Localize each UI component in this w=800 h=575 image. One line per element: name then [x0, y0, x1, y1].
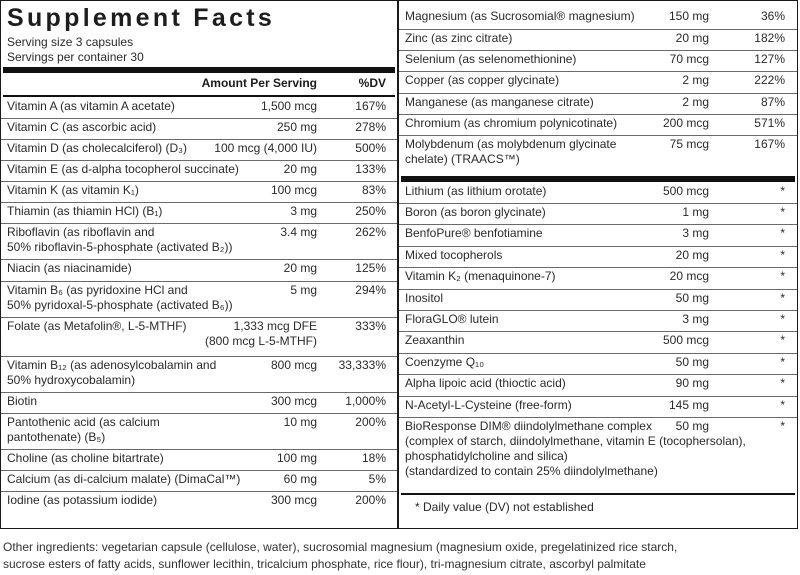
nutrient-row [399, 203, 797, 225]
nutrient-amount-line: 200 mcg [662, 116, 709, 130]
nutrient-name-line: Chromium (as chromium polynicotinate) [405, 116, 618, 130]
nutrient-dv: * [780, 184, 785, 198]
dv-column-header: %DV [358, 76, 386, 90]
nutrient-name-line: BioResponse DIM® diindolylmethane complex [405, 419, 652, 433]
nutrient-dv: 83% [361, 183, 386, 197]
nutrient-dv: * [780, 355, 785, 369]
nutrient-name [405, 355, 484, 370]
nutrient-name-line: Vitamin K₂ (menaquinone-7) [405, 269, 556, 283]
nutrient-amount-line: 20 mg [283, 261, 317, 275]
nutrient-name [405, 184, 546, 199]
nutrient-amount-line: 150 mg [668, 9, 709, 23]
nutrient-name-line: BenfoPure® benfotiamine [405, 226, 543, 240]
nutrient-amount [271, 183, 317, 198]
nutrient-dv: 1,000% [345, 394, 386, 408]
nutrient-amount-line: 20 mg [675, 248, 709, 262]
nutrient-name-line: (standardized to contain 25% diindolylmethane) [405, 464, 658, 478]
nutrient-amount-line: 250 mg [276, 120, 317, 134]
nutrient-amount [676, 376, 709, 391]
nutrient-amount [284, 261, 317, 276]
nutrient-name [405, 333, 464, 348]
nutrient-name-line: 50% hydroxycobalamin) [7, 373, 136, 387]
nutrient-name [7, 472, 240, 487]
nutrient-name [7, 394, 37, 409]
nutrient-dv: 167% [754, 137, 785, 151]
nutrient-amount-line: 10 mg [283, 415, 317, 429]
nutrient-name-line: Vitamin E (as d-alpha tocopherol succinate) [7, 162, 239, 176]
left-facts-panel [0, 0, 398, 529]
nutrient-dv: 125% [355, 261, 386, 275]
nutrient-dv: 133% [355, 162, 386, 176]
nutrient-row [399, 310, 797, 332]
nutrient-amount [284, 415, 317, 430]
nutrient-row [399, 182, 797, 204]
nutrient-amount-line: 2 mg [682, 73, 709, 87]
nutrient-dv: 33,333% [338, 358, 386, 372]
nutrient-name [405, 137, 616, 167]
nutrient-name-line: Vitamin D (as cholecalciferol) (D₃) [7, 141, 188, 155]
nutrient-dv: * [780, 248, 785, 262]
nutrient-dv: * [780, 226, 785, 240]
nutrient-row [399, 353, 797, 375]
nutrient-name [7, 183, 139, 198]
nutrient-amount [284, 162, 317, 177]
nutrient-name-line: Vitamin B₆ (as pyridoxine HCl and [7, 283, 188, 297]
nutrient-row [399, 135, 797, 172]
nutrient-name [7, 162, 239, 177]
nutrient-row [1, 97, 397, 119]
nutrient-amount-line: 145 mg [668, 398, 709, 412]
nutrient-amount-line: 75 mcg [669, 137, 709, 151]
nutrient-amount [682, 73, 709, 88]
nutrient-amount-line: 5 mg [290, 283, 317, 297]
nutrient-amount-line: 3 mg [682, 312, 709, 326]
nutrient-dv: * [780, 205, 785, 219]
nutrient-dv: * [780, 333, 785, 347]
nutrient-row [1, 491, 397, 512]
nutrient-dv: 333% [355, 319, 386, 333]
nutrient-row [399, 374, 797, 397]
nutrient-name-line: Inositol [405, 291, 444, 305]
nutrient-amount-line: 3.4 mg [280, 225, 317, 239]
nutrient-row [399, 267, 797, 290]
nutrient-amount [205, 319, 317, 349]
nutrient-amount [670, 137, 709, 152]
nutrient-dv: * [780, 376, 785, 390]
nutrient-name [7, 225, 232, 255]
nutrient-row [1, 470, 397, 492]
nutrient-name-line: Magnesium (as Sucrosomial® magnesium) [405, 9, 635, 23]
nutrient-name [405, 376, 566, 391]
nutrient-amount-line: 90 mg [675, 376, 709, 390]
nutrient-name-line: N-Acetyl-L-Cysteine (free-form) [405, 398, 572, 412]
nutrient-name-line: Manganese (as manganese citrate) [405, 95, 594, 109]
nutrient-name-line: Vitamin C (as ascorbic acid) [7, 120, 157, 134]
nutrient-amount [290, 204, 317, 219]
nutrient-name [7, 451, 164, 466]
nutrient-amount-line: 800 mcg [270, 358, 317, 372]
nutrient-name-line: Mixed tocopherols [405, 248, 503, 262]
nutrient-name-line: Coenzyme Q₁₀ [405, 355, 485, 369]
nutrient-amount [663, 116, 709, 131]
nutrient-name [7, 261, 132, 276]
nutrient-amount-line: 1 mg [682, 205, 709, 219]
nutrient-amount-line: 2 mg [682, 95, 709, 109]
nutrient-amount [271, 358, 317, 373]
nutrient-amount [670, 269, 709, 284]
nutrient-amount [271, 493, 317, 508]
nutrient-amount-line: 1,500 mcg [260, 99, 317, 113]
nutrient-amount-line: 100 mcg (4,000 IU) [214, 141, 317, 155]
nutrient-row [1, 202, 397, 224]
nutrient-amount [277, 120, 317, 135]
nutrient-name-line: Riboflavin (as riboflavin and [7, 225, 155, 239]
nutrient-name-line: chelate) (TRAACS™) [405, 152, 520, 166]
nutrient-dv: * [780, 419, 785, 433]
nutrient-row [399, 114, 797, 136]
nutrient-amount-line: 100 mg [276, 451, 317, 465]
nutrient-amount-line: 300 mcg [270, 493, 317, 507]
nutrient-row [399, 93, 797, 115]
nutrient-name-line: Boron (as boron glycinate) [405, 205, 546, 219]
nutrient-name-line: Vitamin B₁₂ (as adenosylcobalamin and [7, 358, 217, 372]
nutrient-name [7, 141, 187, 156]
nutrient-row [1, 118, 397, 140]
nutrient-dv: * [780, 312, 785, 326]
nutrient-amount [676, 419, 709, 434]
nutrient-name [405, 116, 617, 131]
nutrient-amount [277, 451, 317, 466]
nutrient-dv: 262% [355, 225, 386, 239]
nutrient-amount-line: 50 mg [675, 291, 709, 305]
nutrient-dv: 87% [760, 95, 785, 109]
nutrient-amount [271, 394, 317, 409]
nutrient-dv: * [780, 269, 785, 283]
nutrient-dv: 250% [355, 204, 386, 218]
nutrient-amount-line: 20 mg [675, 31, 709, 45]
nutrient-amount [676, 291, 709, 306]
nutrient-amount [663, 184, 709, 199]
nutrient-name-line: pantothenate) (B₅) [7, 430, 106, 444]
nutrient-name-line: Vitamin A (as vitamin A acetate) [7, 99, 175, 113]
nutrient-dv: 18% [361, 451, 386, 465]
nutrient-row [1, 281, 397, 318]
nutrient-name [7, 204, 162, 219]
nutrient-amount-line: 20 mg [283, 162, 317, 176]
nutrient-name [405, 312, 499, 327]
panel-title: Supplement Facts [7, 4, 276, 32]
nutrient-amount-line: (800 mcg L-5-MTHF) [204, 334, 317, 348]
nutrient-dv: 167% [355, 99, 386, 113]
nutrient-dv: 294% [355, 283, 386, 297]
nutrient-amount-line: 500 mcg [662, 184, 709, 198]
nutrient-row [399, 289, 797, 311]
nutrient-amount [670, 52, 709, 67]
nutrient-row [399, 71, 797, 94]
nutrient-amount-line: 1,333 mcg DFE [233, 319, 317, 333]
nutrient-row [1, 223, 397, 260]
nutrient-row [399, 7, 797, 30]
nutrient-name-line: Iodine (as potassium iodide) [7, 493, 158, 507]
nutrient-amount [261, 99, 317, 114]
other-ingredients-line: Other ingredients: vegetarian capsule (cellulose, water), sucrosomial magnesium (magnesium oxide, pregelatinized rice starch, [3, 540, 678, 554]
nutrient-row [1, 259, 397, 282]
nutrient-row [399, 246, 797, 268]
nutrient-row [399, 50, 797, 72]
nutrient-name-line: Alpha lipoic acid (thioctic acid) [405, 376, 566, 390]
nutrient-amount-line: 50 mg [675, 355, 709, 369]
nutrient-amount [284, 472, 317, 487]
other-ingredients [3, 539, 798, 573]
nutrient-amount [290, 283, 317, 298]
nutrient-amount-line: 20 mcg [669, 269, 709, 283]
nutrient-amount-line: 500 mcg [662, 333, 709, 347]
nutrient-row [399, 331, 797, 354]
serving-size: Serving size 3 capsules [7, 35, 134, 49]
nutrient-amount-line: 70 mcg [669, 52, 709, 66]
nutrient-row [399, 417, 797, 488]
nutrient-name [7, 358, 216, 388]
nutrient-name-line: Choline (as choline bitartrate) [7, 451, 164, 465]
nutrient-dv: 278% [355, 120, 386, 134]
nutrient-name [7, 415, 160, 445]
nutrient-amount [214, 141, 317, 156]
nutrient-name-line: Folate (as Metafolin®, L-5-MTHF) [7, 319, 187, 333]
nutrient-dv: 36% [760, 9, 785, 23]
nutrient-amount [676, 31, 709, 46]
nutrient-dv: 200% [355, 493, 386, 507]
nutrient-dv: 500% [355, 141, 386, 155]
nutrient-name-line: Selenium (as selenomethionine) [405, 52, 577, 66]
nutrient-amount [676, 248, 709, 263]
nutrient-name-line: (complex of starch, diindolylmethane, vitamin E (tocophersolan), [405, 434, 746, 448]
nutrient-name [405, 226, 543, 241]
nutrient-name [405, 269, 556, 284]
nutrient-name-line: 50% pyridoxal-5-phosphate (activated B₆)) [7, 298, 233, 312]
nutrient-amount-line: 300 mcg [270, 394, 317, 408]
nutrient-row [399, 29, 797, 51]
nutrient-amount-line: 3 mg [682, 226, 709, 240]
nutrient-name-line: 50% riboflavin-5-phosphate (activated B₂)) [7, 240, 233, 254]
nutrient-name-line: Calcium (as di-calcium malate) (DimaCal™) [7, 472, 241, 486]
nutrient-name [405, 52, 576, 67]
nutrient-name [405, 73, 559, 88]
footnote-rule [401, 493, 795, 495]
nutrient-amount [280, 225, 317, 240]
nutrient-dv: 5% [368, 472, 386, 486]
nutrient-row [1, 413, 397, 450]
nutrient-name [405, 95, 594, 110]
nutrient-name-line: FloraGLO® lutein [405, 312, 499, 326]
nutrient-name [7, 99, 175, 114]
nutrient-amount-line: 50 mg [675, 419, 709, 433]
nutrient-name [405, 398, 572, 413]
nutrient-amount-line: 3 mg [290, 204, 317, 218]
nutrient-name-line: Vitamin K (as vitamin K₁) [7, 183, 139, 197]
nutrient-name-line: Niacin (as niacinamide) [7, 261, 132, 275]
nutrient-amount [682, 312, 709, 327]
nutrient-dv: * [780, 291, 785, 305]
header-rule [3, 67, 395, 73]
nutrient-amount [682, 95, 709, 110]
nutrient-name [405, 31, 512, 46]
nutrient-amount-line: 60 mg [283, 472, 317, 486]
nutrient-amount [676, 355, 709, 370]
nutrient-name-line: Thiamin (as thiamin HCl) (B₁) [7, 204, 163, 218]
nutrient-name-line: Pantothenic acid (as calcium [7, 415, 160, 429]
nutrient-row [1, 392, 397, 414]
nutrient-amount [669, 398, 709, 413]
nutrient-row [1, 181, 397, 203]
nutrient-name [7, 120, 156, 135]
nutrient-amount [682, 205, 709, 220]
nutrient-name [7, 319, 187, 334]
nutrient-name [405, 205, 546, 220]
nutrient-dv: 200% [355, 415, 386, 429]
nutrient-row [399, 224, 797, 247]
footnote: * Daily value (DV) not established [415, 500, 594, 514]
nutrient-amount [682, 226, 709, 241]
right-facts-panel [398, 0, 798, 529]
nutrient-row [1, 160, 397, 182]
amount-column-header: Amount Per Serving [201, 76, 317, 90]
nutrient-name-line: Biotin [7, 394, 38, 408]
nutrient-name [7, 493, 157, 508]
nutrient-name [405, 248, 502, 263]
nutrient-dv: 127% [754, 52, 785, 66]
nutrient-name-line: Zinc (as zinc citrate) [405, 31, 513, 45]
nutrient-amount [669, 9, 709, 24]
nutrient-name-line: phosphatidylcholine and silica) [405, 449, 568, 463]
nutrient-row [1, 449, 397, 471]
nutrient-name-line: Zeaxanthin [405, 333, 465, 347]
nutrient-name [405, 291, 443, 306]
nutrient-row [1, 317, 397, 357]
nutrient-dv: * [780, 398, 785, 412]
nutrient-row [1, 139, 397, 161]
nutrient-name [405, 9, 635, 24]
nutrient-row [399, 396, 797, 418]
nutrient-amount-line: 100 mcg [270, 183, 317, 197]
nutrient-dv: 222% [754, 73, 785, 87]
nutrient-name [7, 283, 233, 313]
nutrient-dv: 182% [754, 31, 785, 45]
servings-per-container: Servings per container 30 [7, 50, 144, 64]
nutrient-name-line: Molybdenum (as molybdenum glycinate [405, 137, 617, 151]
other-ingredients-line: sucrose esters of fatty acids, sunflower lecithin, tricalcium phosphate, rice flour), tri-magnesium citrate, ascorbyl palmitate [3, 557, 646, 571]
nutrient-amount [663, 333, 709, 348]
nutrient-row [1, 356, 397, 393]
nutrient-dv: 571% [754, 116, 785, 130]
nutrient-name-line: Copper (as copper glycinate) [405, 73, 560, 87]
nutrient-name-line: Lithium (as lithium orotate) [405, 184, 547, 198]
